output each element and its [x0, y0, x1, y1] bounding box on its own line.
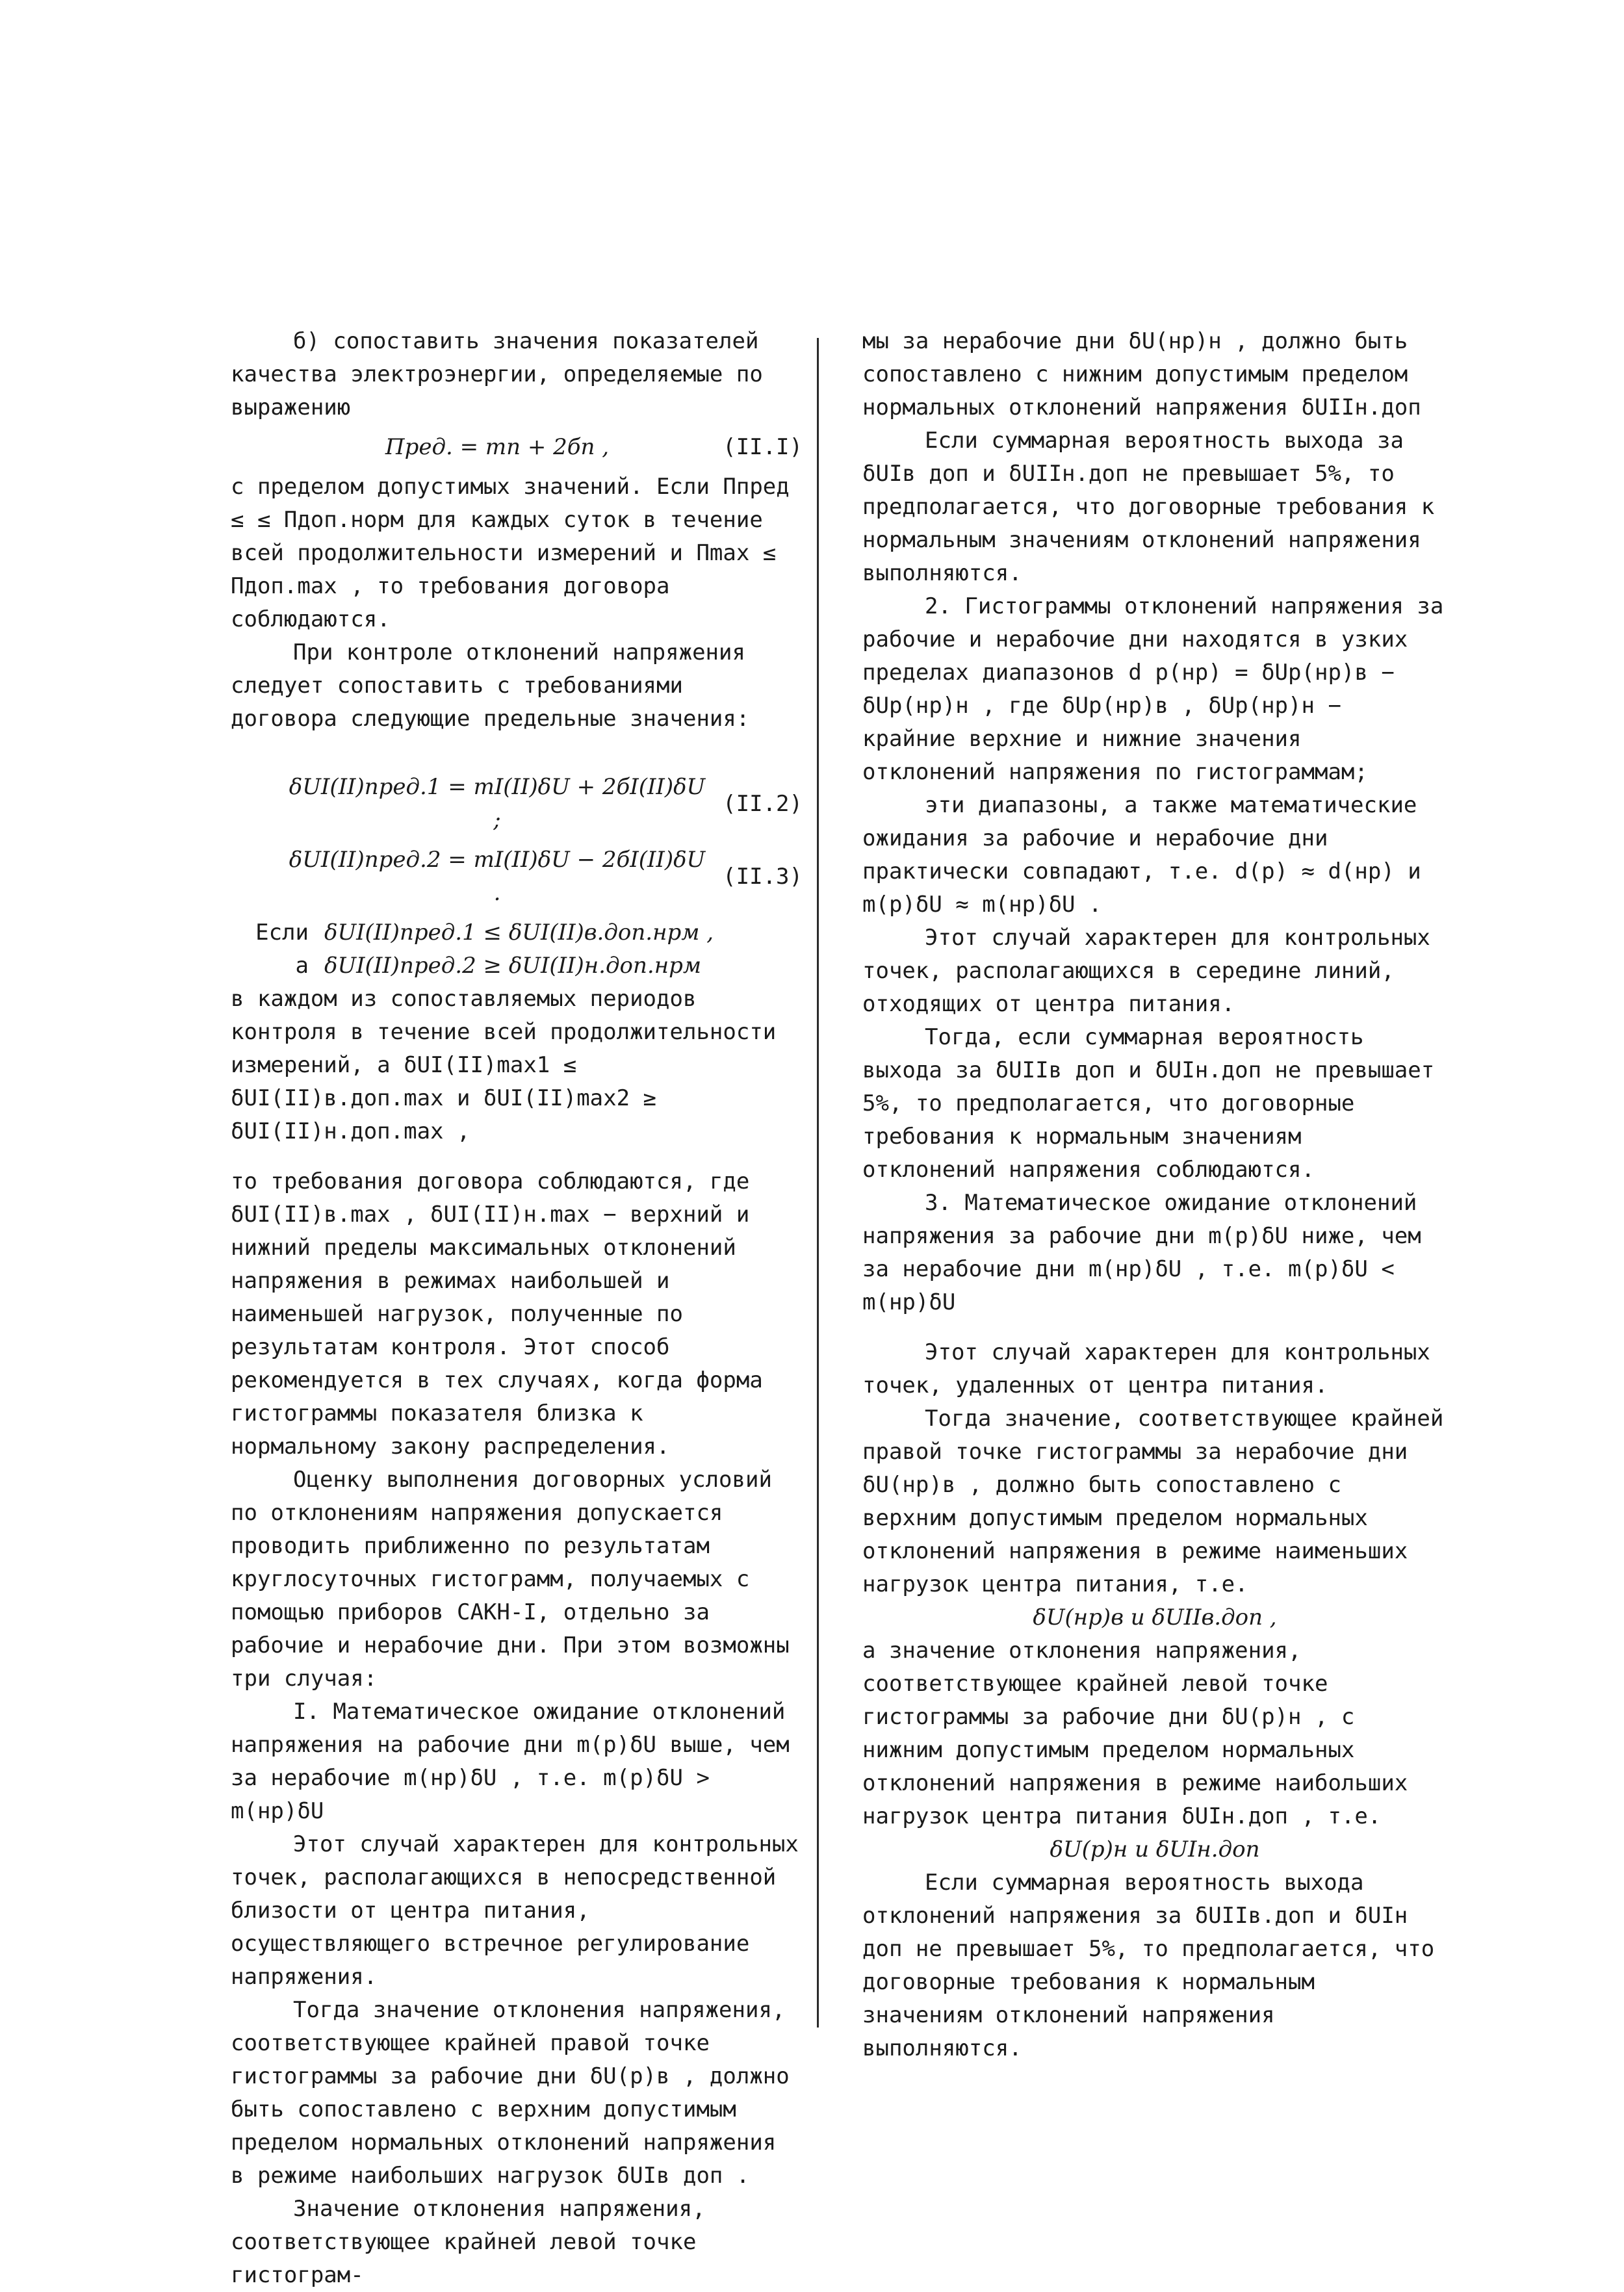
paragraph: 2. Гистограммы отклонений напряжения за рабочие и нерабочие дни находятся в узких пределах диапазонов d р(нр) = δUр(нр)в − δUр(нр)н , где δUр(нр)в , δUр(нр)н − крайние верхние и нижние значения отклонений напряжения по гистограммам;: [862, 593, 1444, 785]
paragraph: с пределом допустимых значений. Если Ппред ≤ ≤ Пдоп.норм для каждых суток в течение всей продолжительности измерений и Пmax ≤ Пдоп.max , то требования договора соблюдаются.: [231, 474, 790, 632]
paragraph: При контроле отклонений напряжения следует сопоставить с требованиями договора следующие предельные значения:: [231, 639, 750, 732]
paragraph: Значение отклонения напряжения, соответствующее крайней левой точке гистограм-: [231, 2196, 706, 2288]
paragraph: Тогда значение отклонения напряжения, соответствующее крайней правой точке гистограммы за рабочие дни δU(р)в , должно быть сопоставлено с верхним допустимым пределом нормальных отклонений напряжения в режиме наибольших нагрузок δUIв доп .: [231, 1997, 790, 2189]
paragraph: б) сопоставить значения показателей качества электроэнергии, определяемые по выражению: [231, 328, 763, 420]
formula-II-2: [231, 771, 803, 837]
paragraph: в каждом из сопоставляемых периодов контроля в течение всей продолжительности измерений, а δUI(II)max1 ≤ δUI(II)в.доп.max и δUI(II)max2 ≥ δUI(II)н.доп.max ,: [231, 986, 777, 1144]
paragraph: Тогда, если суммарная вероятность выхода за δUIIв доп и δUIн.доп не превышает 5%, то предполагается, что договорные требования к нормальным значениям отклонений напряжения соблюдаются.: [862, 1024, 1435, 1183]
paragraph: Тогда значение, соответствующее крайней правой точке гистограммы за нерабочие дни δU(нр)в , должно быть сопоставлено с верхним допустимым пределом нормальных отклонений напряжения в режиме наименьших нагрузок центра питания, т.е.: [862, 1406, 1444, 1597]
inline-formula: δU(нр)в и δUIIв.доп ,: [1033, 1604, 1277, 1630]
inline-formula: δU(р)н и δUIн.доп: [1050, 1836, 1260, 1862]
paragraph: мы за нерабочие дни δU(нр)н , должно быть сопоставлено с нижним допустимым пределом нормальных отклонений напряжения δUIIн.доп: [862, 328, 1421, 420]
right-column: [862, 325, 1447, 2065]
left-column: [231, 325, 803, 2292]
formula-expression: δUI(II)пред.1 = mI(II)δU + 2бI(II)δU ;: [289, 774, 706, 833]
condition-row: [231, 949, 803, 983]
paragraph: 3. Математическое ожидание отклонений напряжения за рабочие дни m(р)δU ниже, чем за нерабочие дни m(нр)δU , т.е. m(р)δU < m(нр)δU: [862, 1190, 1421, 1315]
formula-expression: δUI(II)пред.2 = mI(II)δU − 2бI(II)δU .: [289, 847, 706, 906]
condition-row: [231, 916, 803, 949]
condition-expression: δUI(II)пред.2 ≥ δUI(II)н.доп.нрм: [324, 953, 702, 979]
paragraph: Этот случай характерен для контрольных точек, располагающихся в непосредственной близости от центра питания, осуществляющего встречное регулирование напряжения.: [231, 1831, 799, 1990]
paragraph: эти диапазоны, а также математические ожидания за рабочие и нерабочие дни практически совпадают, т.е. d(р) ≈ d(нр) и m(р)δU ≈ m(нр)δU .: [862, 792, 1421, 918]
paragraph: Оценку выполнения договорных условий по отклонениям напряжения допускается проводить приближенно по результатам круглосуточных гистограмм, получаемых с помощью приборов САКН-I, отдельно за рабочие и нерабочие дни. При этом возможны три случая:: [231, 1467, 790, 1692]
formula-expression: Пpeд. = mп + 2бп ,: [385, 434, 610, 460]
paragraph: Этот случай характерен для контрольных точек, удаленных от центра питания.: [862, 1339, 1430, 1398]
column-divider: [817, 338, 819, 2028]
condition-expression: δUI(II)пред.1 ≤ δUI(II)в.доп.нрм ,: [324, 920, 714, 946]
paragraph: I. Математическое ожидание отклонений напряжения на рабочие дни m(р)δU выше, чем за нерабочие m(нр)δU , т.е. m(р)δU > m(нр)δU: [231, 1699, 790, 1824]
paragraph: а значение отклонения напряжения, соответствующее крайней левой точке гистограммы за рабочие дни δU(р)н , с нижним допустимым пределом нормальных отклонений напряжения в режиме наибольших нагрузок центра питания δUIн.доп , т.е.: [862, 1638, 1408, 1829]
paragraph: то требования договора соблюдаются, где δUI(II)в.max , δUI(II)н.max − верхний и нижний пределы максимальных отклонений напряжения в режимах наибольшей и наименьшей нагрузок, полученные по результатам контроля. Этот способ рекомендуется в тех случаях, когда форма гистограммы показателя близка к нормальному закону распределения.: [231, 1168, 763, 1460]
paragraph: Если суммарная вероятность выхода за δUIв доп и δUIIн.доп не превышает 5%, то предполагается, что договорные требования к нормальным значениям отклонений напряжения выполняются.: [862, 428, 1435, 586]
condition-label: Если: [255, 920, 309, 946]
formula-number: (II.I): [723, 434, 803, 460]
formula-II-1: [231, 431, 803, 464]
formula-II-3: [231, 843, 803, 910]
formula-number: (II.3): [723, 863, 803, 890]
condition-label: а: [295, 953, 309, 979]
paragraph: Если суммарная вероятность выхода отклонений напряжения за δUIIв.доп и δUIн доп не превышает 5%, то предполагается, что договорные требования к нормальным значениям отклонений напряжения выполняются.: [862, 1870, 1435, 2061]
paragraph: Этот случай характерен для контрольных точек, располагающихся в середине линий, отходящих от центра питания.: [862, 925, 1430, 1017]
formula-number: (II.2): [723, 790, 803, 817]
